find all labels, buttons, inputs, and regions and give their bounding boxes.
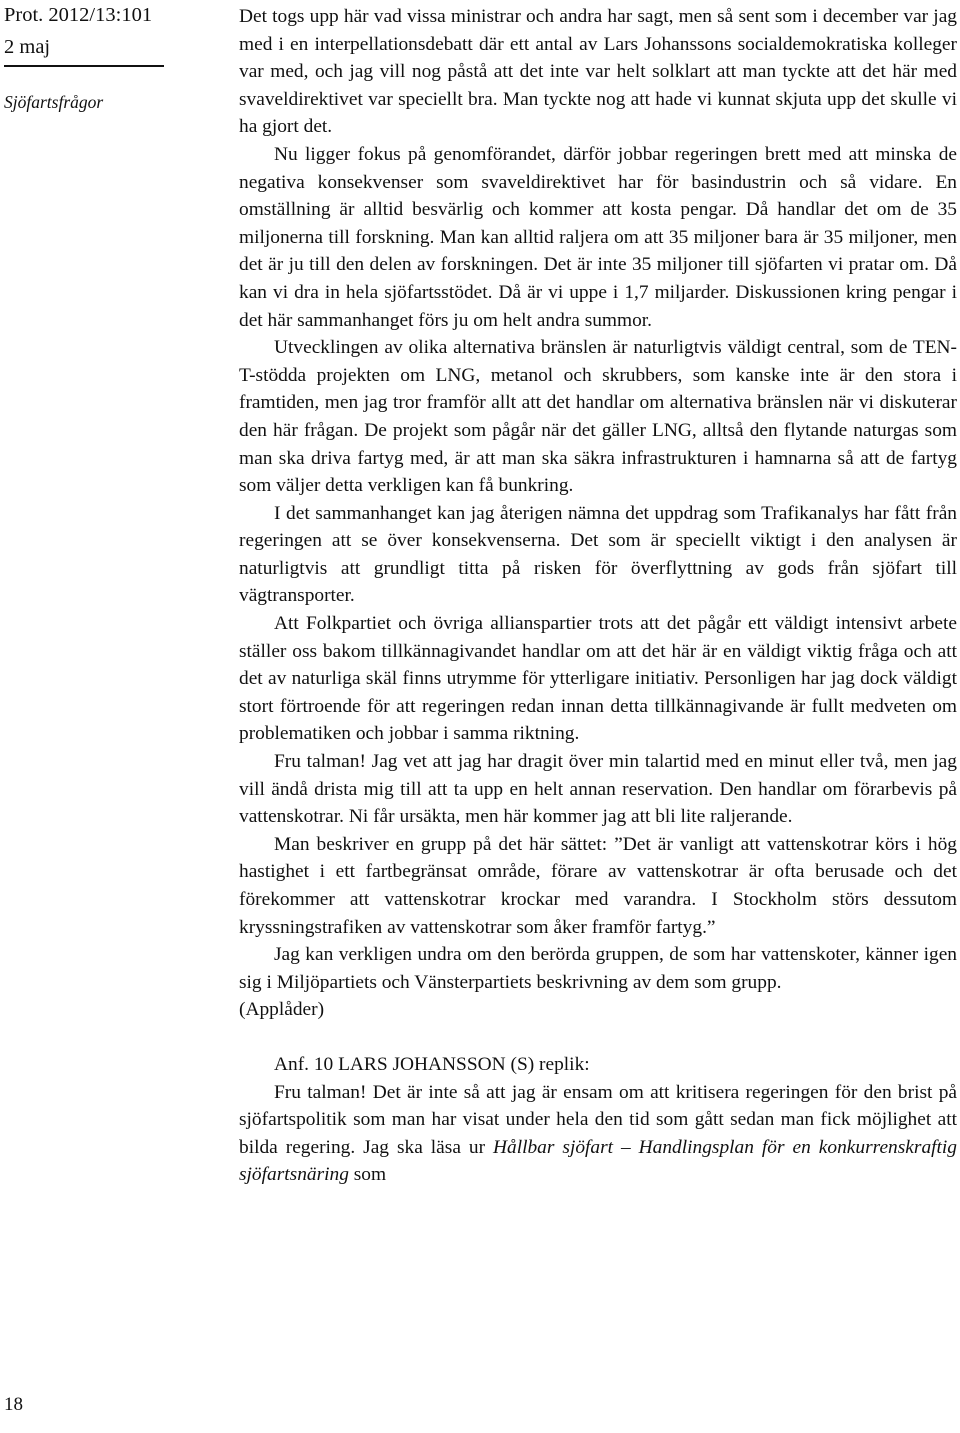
page-number: 18: [4, 1394, 23, 1415]
reply-tail: som: [348, 1164, 387, 1186]
paragraph: Det togs upp här vad vissa ministrar och andra har sagt, men så sent som i december var jag med i en interpellationsdebatt där ett antal av Lars Johanssons socialdemokratiska kolleger var med, och jag vill nog påstå att det inte var helt solklart att man tyckte att det här med svaveldirektivet var speciellt bra. Man tyckte nog att hade vi kunnat skjuta upp det skulle vi ha gjort det.: [239, 6, 957, 138]
reply-paragraph: [239, 1079, 957, 1189]
session-date: 2 maj: [4, 36, 51, 58]
speech-body: [239, 3, 957, 1189]
reply-intro: Fru talman! Det är inte så att jag är ensam om att kritisera regeringen för den brist på sjöfartspolitik som man har visat under hela den tid som gått sedan man fick möjlighet att bilda regering. Jag ska läsa ur: [239, 1081, 957, 1158]
paragraph: Jag kan verkligen undra om den berörda gruppen, de som har vattenskoter, känner igen sig i Miljöpartiets och Vänsterpartiets beskrivning av dem som grupp.: [239, 944, 957, 993]
paragraph: Nu ligger fokus på genomförandet, därför jobbar regeringen brett med att minska de negativa konsekvenser som svaveldirektivet har för basindustrin och så vidare. En omställning är alltid besvärlig och kommer att kosta pengar. Då handlar det om de 35 miljonerna till forskning. Man kan alltid raljera om att 35 miljoner bara är 35 miljoner, men det är ju till den delen av forskningen. Det är inte 35 miljoner till sjöfarten vi pratar om. Då kan vi dra in hela sjöfartsstödet. Då är vi uppe i 1,7 miljarder. Diskussionen kring pengar i det här sammanhanget förs ju om helt andra summor.: [239, 143, 957, 331]
speaker-heading: Anf. 10 LARS JOHANSSON (S) replik:: [274, 1053, 590, 1075]
paragraph: Fru talman! Jag vet att jag har dragit över min talartid med en minut eller två, men jag vill ändå drista mig till att ta upp en helt annan reservation. Den handlar om förarbevis på vattenskotrar. Ni får ursäkta, men här kommer jag att bli lite raljerande.: [239, 751, 957, 828]
header-divider: [4, 65, 164, 67]
paragraph: Man beskriver en grupp på det här sättet: ”Det är vanligt att vattenskotrar körs i hög hastighet i ett fartbegränsat område, förare av vattenskotrar är ofta berusade och det förekommer att vattenskotrar krockar med varandra. I Stockholm störs dessutom kryssningstrafiken av vattenskotrar som åker framför fartyg.”: [239, 833, 957, 938]
paragraph: Utvecklingen av olika alternativa bränslen är naturligtvis väldigt central, som de TEN-T-stödda projekten om LNG, metanol och skrubbers, som kanske inte är den stora i framtiden, men jag tror framför allt att det handlar om alternativa bränslen när vi diskuterar den här frågan. De projekt som pågår när det gäller LNG, alltså den flytande naturgas som man ska driva fartyg med, är att man ska säkra infrastrukturen i hamnarna så att de fartyg som väljer detta verkligen kan få bunkring.: [239, 337, 957, 497]
margin-column: [0, 0, 225, 1433]
document-title: Hållbar sjöfart – Handlingsplan för en konkurrenskraftig sjöfartsnäring: [239, 1136, 957, 1186]
topic-label: Sjöfartsfrågor: [4, 92, 104, 112]
protocol-number: Prot. 2012/13:101: [4, 4, 153, 26]
paragraph: I det sammanhanget kan jag återigen nämna det uppdrag som Trafikanalys har fått från regeringen att se över konsekvenserna. Det som är speciellt viktigt i den analysen är naturligtvis att grundligt titta på risken för överflyttning av gods från sjöfart till vägtransporter.: [239, 502, 957, 607]
paragraph: Att Folkpartiet och övriga allianspartier trots att det pågår ett väldigt intensivt arbete ställer oss bakom tillkännagivandet handlar om att det här är en väldigt viktig fråga och att det av naturliga skäl finns utrymme för ytterligare initiativ. Personligen har jag dock väldigt stort förtroende för att regeringen redan innan detta tillkännagivande är fullt medveten om problematiken och jobbar i samma riktning.: [239, 613, 957, 745]
applause-note: (Applåder): [239, 999, 325, 1021]
